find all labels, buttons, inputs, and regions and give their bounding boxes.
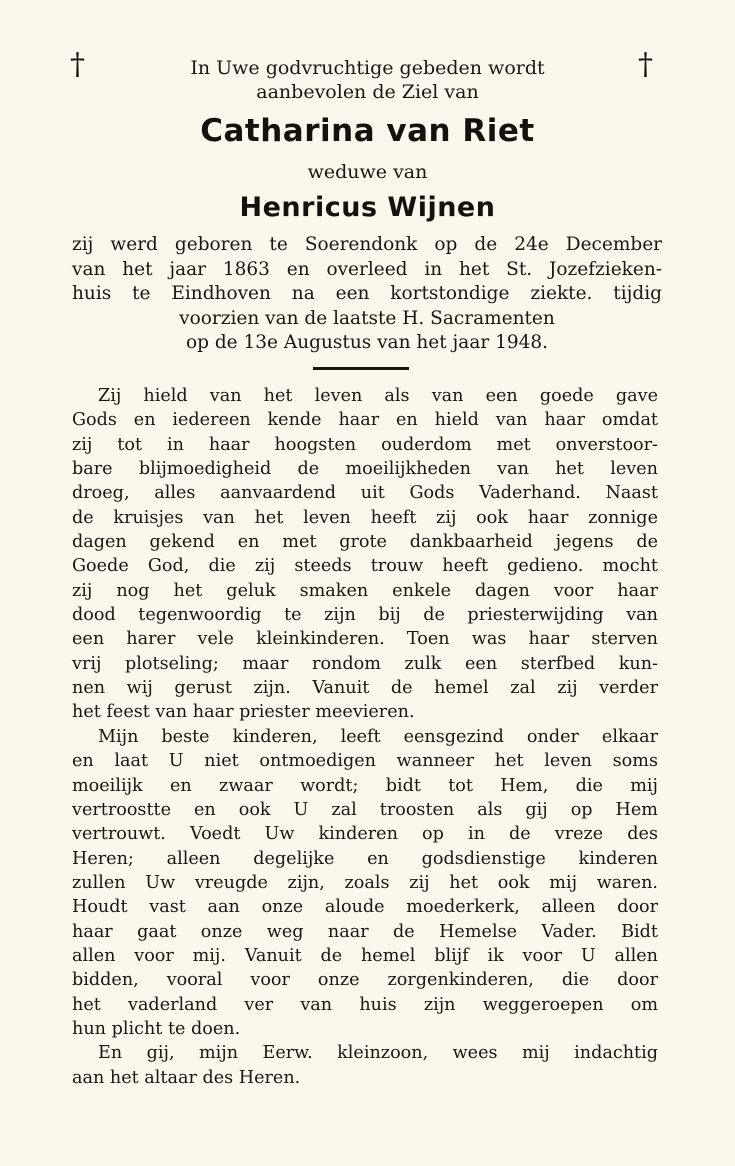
- body-line: vertrouwt. Voedt Uw kinderen op in de vreze des: [72, 824, 658, 845]
- intro-line: In Uwe godvruchtige gebeden wordt: [190, 57, 545, 79]
- detail-line: huis te Eindhoven na een kortstondige ziekte. tijdig: [72, 283, 662, 304]
- body-line: Goede God, die zij steeds trouw heeft gedieno. mocht: [72, 556, 658, 577]
- body-line: zij nog het geluk smaken enkele dagen voor haar: [72, 580, 658, 601]
- detail-line: van het jaar 1863 en overleed in het St. Jozefzieken-: [72, 258, 662, 280]
- deceased-name: Catharina van Riet: [200, 113, 535, 149]
- detail-line: op de 13e Augustus van het jaar 1948.: [185, 332, 549, 353]
- body-line: haar gaat onze weg naar de Hemelse Vader. Bidt: [72, 921, 658, 942]
- body-line: het feest van haar priester meevieren.: [72, 702, 415, 723]
- intro-line: aanbevolen de Ziel van: [256, 81, 479, 103]
- body-line: dagen gekend en met grote dankbaarheid jegens de: [72, 532, 658, 553]
- life-details: [72, 233, 662, 356]
- body-line: bidden, vooral voor onze zorgenkinderen, die door: [72, 970, 658, 991]
- body-line: zullen Uw vreugde zijn, zoals zij het ook mij waren.: [72, 872, 658, 893]
- husband-name: Henricus Wijnen: [239, 192, 496, 223]
- left-cross-icon: †: [70, 47, 85, 82]
- body-line: dood tegenwoordig te zijn bij de priesterwijding van: [72, 605, 658, 626]
- intro-text: [120, 56, 615, 104]
- widow-of-label: weduwe van: [307, 161, 428, 183]
- body-line: vrij plotseling; maar rondom zulk een sterfbed kun-: [72, 653, 658, 674]
- body-line: Gods en iedereen kende haar en hield van haar omdat: [72, 410, 658, 431]
- body-line: en laat U niet ontmoedigen wanneer het leven soms: [72, 751, 658, 772]
- body-line: En gij, mijn Eerw. kleinzoon, wees mij indachtig: [98, 1043, 658, 1064]
- eulogy-text: [72, 384, 658, 1090]
- body-line: een harer vele kleinkinderen. Toen was haar sterven: [72, 629, 658, 650]
- body-line: nen wij gerust zijn. Vanuit de hemel zal zij verder: [72, 678, 658, 699]
- divider: [313, 367, 409, 370]
- detail-line: voorzien van de laatste H. Sacramenten: [179, 307, 555, 329]
- body-line: bare blijmoedigheid de moeilijkheden van het leven: [72, 459, 658, 480]
- detail-line: zij werd geboren te Soerendonk op de 24e December: [72, 234, 662, 255]
- body-line: Mijn beste kinderen, leeft eensgezind onder elkaar: [98, 726, 658, 747]
- body-line: moeilijk en zwaar wordt; bidt tot Hem, die mij: [72, 775, 658, 796]
- body-line: Heren; alleen degelijke en godsdienstige kinderen: [72, 848, 658, 869]
- body-line: vertroostte en ook U zal troosten als gij op Hem: [72, 799, 658, 820]
- body-line: allen voor mij. Vanuit de hemel blijf ik voor U allen: [72, 945, 658, 966]
- body-line: zij tot in haar hoogsten ouderdom met onverstoor-: [72, 434, 658, 455]
- body-line: hun plicht te doen.: [72, 1018, 241, 1039]
- body-line: droeg, alles aanvaardend uit Gods Vaderhand. Naast: [72, 483, 658, 504]
- body-line: het vaderland ver van huis zijn weggeroepen om: [72, 994, 658, 1015]
- body-line: Houdt vast aan onze aloude moederkerk, alleen door: [72, 897, 658, 918]
- body-line: Zij hield van het leven als van een goede gave: [98, 386, 658, 406]
- right-cross-icon: †: [638, 47, 653, 82]
- body-line: de kruisjes van het leven heeft zij ook haar zonnige: [72, 507, 658, 528]
- body-line: aan het altaar des Heren.: [72, 1067, 301, 1088]
